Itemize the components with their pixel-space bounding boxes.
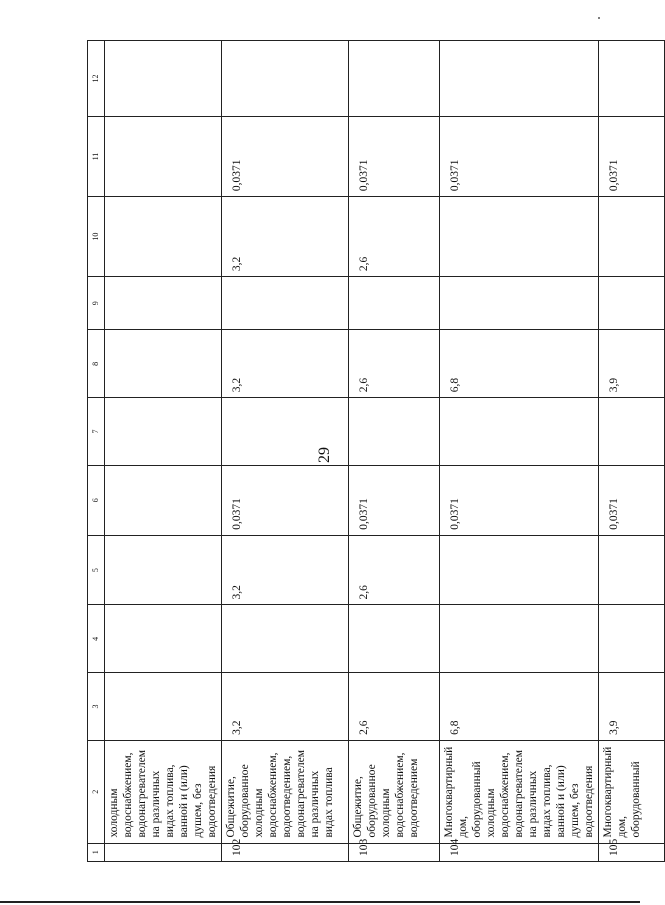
value-cell (222, 605, 349, 673)
value-cell (105, 197, 222, 277)
value-cell: 2,6 (349, 330, 440, 398)
table-row (440, 41, 599, 862)
value-cell (599, 41, 665, 117)
column-number: 8 (88, 330, 105, 398)
table-row (349, 41, 440, 862)
header-row (88, 41, 105, 862)
value-cell: 3,2 (222, 197, 349, 277)
value-cell (222, 277, 349, 330)
table-row (105, 41, 222, 862)
scan-speck (598, 17, 600, 19)
value-cell: 0,0371 (349, 465, 440, 535)
value-cell (105, 398, 222, 466)
value-cell: 3,2 (222, 673, 349, 741)
column-number: 5 (88, 535, 105, 605)
column-number: 10 (88, 197, 105, 277)
value-cell (440, 41, 599, 117)
column-number: 4 (88, 605, 105, 673)
value-cell (105, 117, 222, 197)
value-cell (105, 41, 222, 117)
value-cell (440, 605, 599, 673)
value-cell (222, 41, 349, 117)
value-cell: 0,0371 (440, 117, 599, 197)
value-cell: 0,0371 (599, 117, 665, 197)
value-cell (349, 398, 440, 466)
column-number: 11 (88, 117, 105, 197)
value-cell: 3,2 (222, 535, 349, 605)
value-cell: 0,0371 (599, 465, 665, 535)
value-cell: 2,6 (349, 673, 440, 741)
column-number: 2 (88, 740, 105, 843)
value-cell (349, 605, 440, 673)
value-cell (599, 197, 665, 277)
column-number: 7 (88, 398, 105, 466)
value-cell: 0,0371 (440, 465, 599, 535)
value-cell (105, 605, 222, 673)
row-number-cell: 104 (440, 843, 599, 861)
value-cell (440, 398, 599, 466)
value-cell: 3,9 (599, 673, 665, 741)
value-cell (105, 673, 222, 741)
value-cell: 3,9 (599, 330, 665, 398)
value-cell: 2,6 (349, 197, 440, 277)
value-cell: 6,8 (440, 673, 599, 741)
value-cell (349, 277, 440, 330)
description-cell: Общежитие, оборудованное холодным водоснабжением, водоотведением (349, 740, 440, 843)
value-cell: 0,0371 (222, 117, 349, 197)
column-number: 12 (88, 41, 105, 117)
column-number: 6 (88, 465, 105, 535)
description-cell: Многоквартирный дом, оборудованный холодным водоснабжением, водонагревателем на различных видах топлива, ванной и (или) душем, без водоотведения (440, 740, 599, 843)
value-cell (105, 330, 222, 398)
page-number: 29 (316, 447, 333, 463)
value-cell (222, 398, 349, 466)
description-cell: Общежитие, оборудованное холодным водоснабжением, водоотведением, водонагревателем на различных видах топлива (222, 740, 349, 843)
table-row (599, 41, 665, 862)
row-number-cell: 102 (222, 843, 349, 861)
value-cell (599, 277, 665, 330)
row-number-cell (105, 843, 222, 861)
tariff-table-area (87, 40, 643, 862)
value-cell (440, 197, 599, 277)
column-number: 9 (88, 277, 105, 330)
value-cell (440, 277, 599, 330)
value-cell: 0,0371 (349, 117, 440, 197)
value-cell (105, 277, 222, 330)
value-cell (440, 535, 599, 605)
description-cell: холодным водоснабжением, водонагревателем на различных видах топлива, ванной и (или) душем, без водоотведения (105, 740, 222, 843)
row-number-cell: 105 (599, 843, 665, 861)
value-cell: 6,8 (440, 330, 599, 398)
value-cell: 2,6 (349, 535, 440, 605)
value-cell (599, 398, 665, 466)
value-cell (105, 535, 222, 605)
value-cell: 3,2 (222, 330, 349, 398)
description-cell: Многоквартирный дом, оборудованный (599, 740, 665, 843)
value-cell (349, 41, 440, 117)
value-cell (105, 465, 222, 535)
tariff-table (87, 40, 665, 862)
value-cell (599, 535, 665, 605)
scan-edge-line (0, 901, 640, 903)
value-cell (599, 605, 665, 673)
column-number: 3 (88, 673, 105, 741)
table-row (222, 41, 349, 862)
column-number: 1 (88, 843, 105, 861)
row-number-cell: 103 (349, 843, 440, 861)
value-cell: 0,0371 (222, 465, 349, 535)
